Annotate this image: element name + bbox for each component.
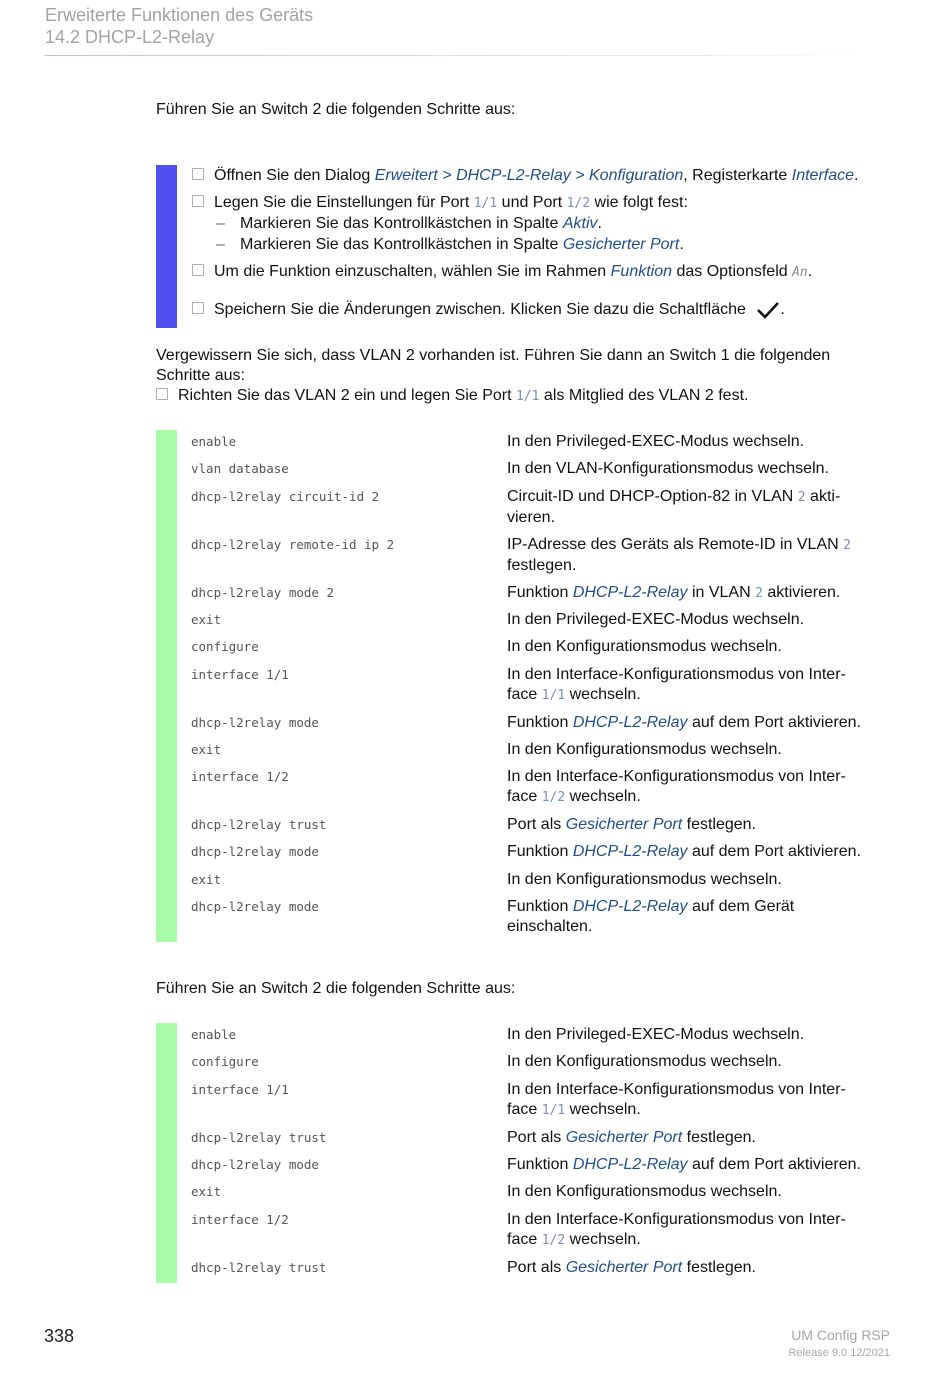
cli-description: In den Konfigurationsmodus wechseln. bbox=[507, 870, 782, 888]
cli-description: In den Privileged-EXEC-Modus wechseln. bbox=[507, 610, 805, 628]
cli-command: dhcp-l2relay mode bbox=[191, 714, 319, 730]
cli-command: interface 1/2 bbox=[191, 1211, 289, 1227]
tab-interface-link[interactable]: Interface bbox=[791, 167, 855, 184]
cli-command: dhcp-l2relay mode bbox=[191, 899, 319, 914]
cli-description: Funktion DHCP-L2-Relay auf dem Port aktivieren. bbox=[507, 713, 861, 731]
chapter-title: Erweiterte Funktionen des Geräts bbox=[45, 5, 314, 25]
cli-description: In den Konfigurationsmodus wechseln. bbox=[507, 740, 782, 758]
cli-table-1-bar bbox=[156, 430, 177, 942]
cli-command: dhcp-l2relay mode bbox=[191, 844, 319, 860]
cli-description: Funktion DHCP-L2-Relay auf dem Gerät einschalten. bbox=[507, 898, 795, 935]
cli-description: In den Privileged-EXEC-Modus wechseln. bbox=[507, 433, 805, 450]
cli-command: configure bbox=[191, 639, 259, 655]
cli-command: interface 1/1 bbox=[191, 1081, 289, 1097]
cli-description: In den Interface-Konfigurationsmodus von Inter- face 1/1 wechseln. bbox=[507, 1080, 846, 1118]
cli-description: Funktion DHCP-L2-Relay auf dem Port aktivieren. bbox=[507, 843, 861, 861]
cli-description: In den Interface-Konfigurationsmodus von Inter- face 1/2 wechseln. bbox=[507, 768, 846, 806]
gui-step-open-dialog: Öffnen Sie den Dialog Erweitert > DHCP-L2-Relay > Konfiguration, Registerkarte Interface. bbox=[192, 166, 858, 186]
gui-step-port-settings: Legen Sie die Einstellungen für Port 1/1 und Port 1/2 wie folgt fest: bbox=[192, 193, 688, 214]
cli-description: In den Interface-Konfigurationsmodus von Inter- face 1/1 wechseln. bbox=[507, 665, 846, 703]
vlan-intro-text: Vergewissern Sie sich, dass VLAN 2 vorhanden ist. Führen Sie dann an Switch 1 die folgenden Schritte aus: bbox=[156, 347, 831, 384]
cli-command: exit bbox=[191, 871, 222, 887]
cli-command: interface 1/1 bbox=[191, 666, 289, 682]
checkbox-icon bbox=[192, 264, 204, 276]
cli-command: vlan database bbox=[191, 461, 289, 477]
cli-description: IP-Adresse des Geräts als Remote-ID in VLAN 2 festlegen. bbox=[507, 535, 851, 574]
gui-substep-gesichert: – Markieren Sie das Kontrollkästchen in Spalte Gesicherter Port. bbox=[216, 236, 684, 253]
cli-command: dhcp-l2relay trust bbox=[191, 1259, 327, 1275]
checkbox-icon bbox=[192, 168, 204, 180]
dialog-path-link[interactable]: Erweitert > DHCP-L2-Relay > Konfiguration bbox=[374, 167, 684, 184]
cli-command: configure bbox=[191, 1054, 259, 1070]
cli-command: dhcp-l2relay circuit-id 2 bbox=[191, 488, 380, 504]
header-divider bbox=[44, 55, 870, 56]
footer-doc: UM Config RSP bbox=[791, 1327, 890, 1343]
checkbox-icon bbox=[156, 388, 168, 400]
intro-switch2-cli: Führen Sie an Switch 2 die folgenden Schritte aus: bbox=[156, 980, 516, 997]
cli-command: exit bbox=[191, 611, 222, 627]
cli-description: In den Konfigurationsmodus wechseln. bbox=[507, 1053, 782, 1071]
cli-command: dhcp-l2relay remote-id ip 2 bbox=[191, 536, 395, 552]
cli-command: interface 1/2 bbox=[191, 769, 289, 785]
cli-command: enable bbox=[191, 1027, 237, 1042]
cli-command: dhcp-l2relay mode 2 bbox=[191, 584, 334, 600]
checkbox-icon bbox=[192, 195, 204, 207]
footer-release: Release 9.0 12/2021 bbox=[788, 1347, 890, 1359]
cli-description: In den Privileged-EXEC-Modus wechseln. bbox=[507, 1026, 805, 1043]
cli-description: In den VLAN-Konfigurationsmodus wechseln. bbox=[507, 460, 829, 478]
cli-command: dhcp-l2relay trust bbox=[191, 817, 327, 833]
gui-step-enable-function: Um die Funktion einzuschalten, wählen Sie im Rahmen Funktion das Optionsfeld An. bbox=[192, 262, 812, 283]
vlan-step: Richten Sie das VLAN 2 ein und legen Sie Port 1/1 als Mitglied des VLAN 2 fest. bbox=[156, 386, 748, 407]
checkmark-save-icon bbox=[756, 301, 780, 319]
cli-command: exit bbox=[191, 741, 222, 757]
gui-substep-aktiv: – Markieren Sie das Kontrollkästchen in Spalte Aktiv. bbox=[216, 215, 602, 232]
cli-command: enable bbox=[191, 434, 237, 449]
section-title: 14.2 DHCP-L2-Relay bbox=[45, 27, 215, 47]
cli-description: In den Konfigurationsmodus wechseln. bbox=[507, 1183, 782, 1201]
cli-description: Port als Gesicherter Port festlegen. bbox=[507, 1128, 756, 1146]
intro-switch2-gui: Führen Sie an Switch 2 die folgenden Schritte aus: bbox=[156, 101, 516, 118]
cli-table-2-bar bbox=[156, 1023, 177, 1283]
cli-description: Funktion DHCP-L2-Relay auf dem Port aktivieren. bbox=[507, 1155, 861, 1173]
gui-steps-bar bbox=[156, 165, 177, 328]
cli-description: Port als Gesicherter Port festlegen. bbox=[507, 816, 756, 834]
cli-description: Circuit-ID und DHCP-Option-82 in VLAN 2 akti- vieren. bbox=[507, 487, 841, 526]
cli-description: Port als Gesicherter Port festlegen. bbox=[507, 1258, 756, 1276]
checkbox-icon bbox=[192, 302, 204, 314]
page-number: 338 bbox=[44, 1326, 75, 1346]
cli-description: Funktion DHCP-L2-Relay in VLAN 2 aktivieren. bbox=[507, 583, 841, 601]
cli-command: dhcp-l2relay trust bbox=[191, 1129, 327, 1145]
cli-description: In den Interface-Konfigurationsmodus von Inter- face 1/2 wechseln. bbox=[507, 1210, 846, 1248]
cli-description: In den Konfigurationsmodus wechseln. bbox=[507, 638, 782, 656]
cli-command: exit bbox=[191, 1184, 222, 1200]
gui-step-save: Speichern Sie die Änderungen zwischen. Klicken Sie dazu die Schaltfläche . bbox=[192, 300, 785, 320]
cli-command: dhcp-l2relay mode bbox=[191, 1156, 319, 1172]
